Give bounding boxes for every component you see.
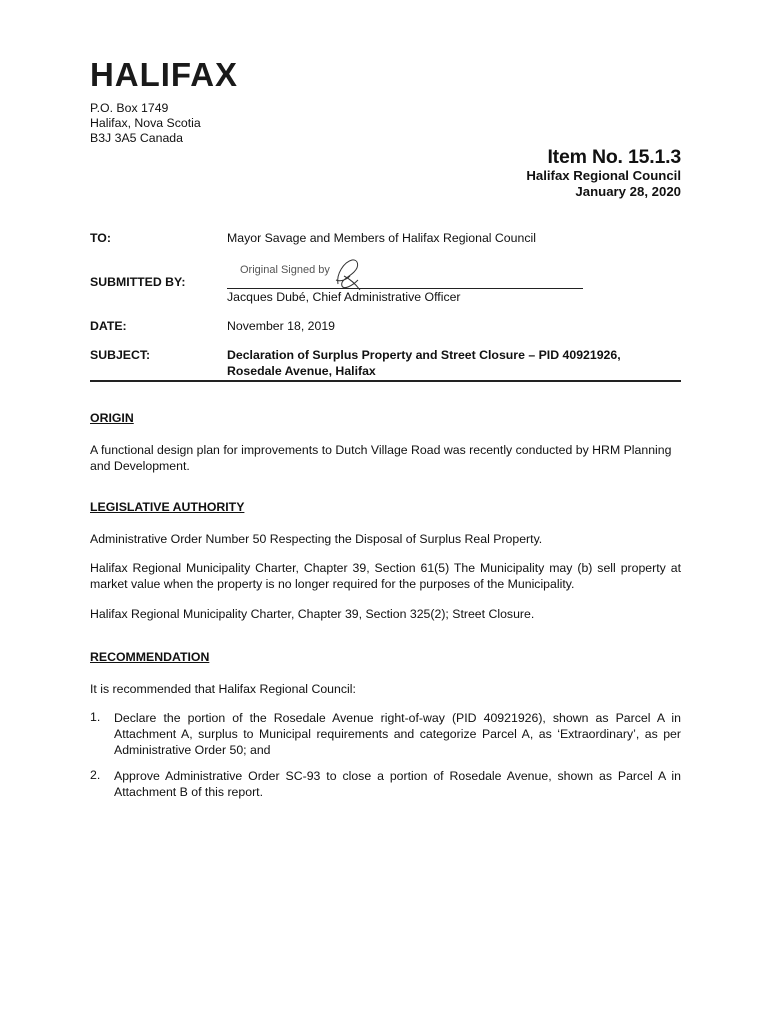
date-value: November 18, 2019	[227, 319, 336, 333]
legislative-paragraph: Halifax Regional Municipality Charter, Chapter 39, Section 325(2); Street Closure.	[90, 607, 535, 621]
subject-label: SUBJECT:	[90, 348, 151, 362]
subject-line: Declaration of Surplus Property and Street Closure – PID 40921926,	[227, 348, 621, 362]
header-divider	[90, 380, 681, 382]
date-label: DATE:	[90, 319, 127, 333]
list-item-number: 1.	[90, 710, 101, 724]
svg-text:HALIFAX: HALIFAX	[90, 57, 238, 91]
list-item: Approve Administrative Order SC-93 to close a portion of Rosedale Avenue, shown as Parcel A in Attachment B of this report.	[114, 769, 681, 799]
submitted-by-value: Jacques Dubé, Chief Administrative Officer	[227, 290, 461, 304]
recommendation-intro: It is recommended that Halifax Regional Council:	[90, 682, 356, 696]
mailing-address	[90, 101, 201, 146]
address-line: P.O. Box 1749	[90, 101, 169, 115]
signature-stamp	[240, 256, 372, 292]
meeting-date: January 28, 2020	[575, 184, 681, 199]
origin-text: A functional design plan for improvements to Dutch Village Road was recently conducted by HRM Planning and Development.	[90, 443, 672, 473]
address-line: Halifax, Nova Scotia	[90, 116, 201, 130]
council-name: Halifax Regional Council	[526, 168, 681, 183]
origin-heading: ORIGIN	[90, 411, 134, 425]
signature-line	[227, 288, 583, 289]
recommendation-heading: RECOMMENDATION	[90, 650, 210, 664]
address-line: B3J 3A5 Canada	[90, 131, 183, 145]
list-item: Declare the portion of the Rosedale Avenue right-of-way (PID 40921926), shown as Parcel A in Attachment A, surplus to Municipal requirements and categorize Parcel A, as ‘Extraordinary’, as per Administrative Order 50; and	[114, 711, 681, 757]
halifax-logo	[90, 57, 240, 91]
to-value: Mayor Savage and Members of Halifax Regional Council	[227, 231, 536, 245]
list-item-number: 2.	[90, 768, 101, 782]
signature-stamp-text: Original Signed by	[240, 264, 330, 276]
legislative-heading: LEGISLATIVE AUTHORITY	[90, 500, 245, 514]
legislative-paragraph: Halifax Regional Municipality Charter, Chapter 39, Section 61(5) The Municipality may (b) sell property at market value when the property is no longer required for the purposes of the Municipality.	[90, 561, 681, 591]
to-label: TO:	[90, 231, 111, 245]
item-number: Item No. 15.1.3	[547, 146, 681, 168]
submitted-by-label: SUBMITTED BY:	[90, 275, 186, 289]
legislative-paragraph: Administrative Order Number 50 Respecting the Disposal of Surplus Real Property.	[90, 532, 543, 546]
subject-line: Rosedale Avenue, Halifax	[227, 364, 376, 378]
